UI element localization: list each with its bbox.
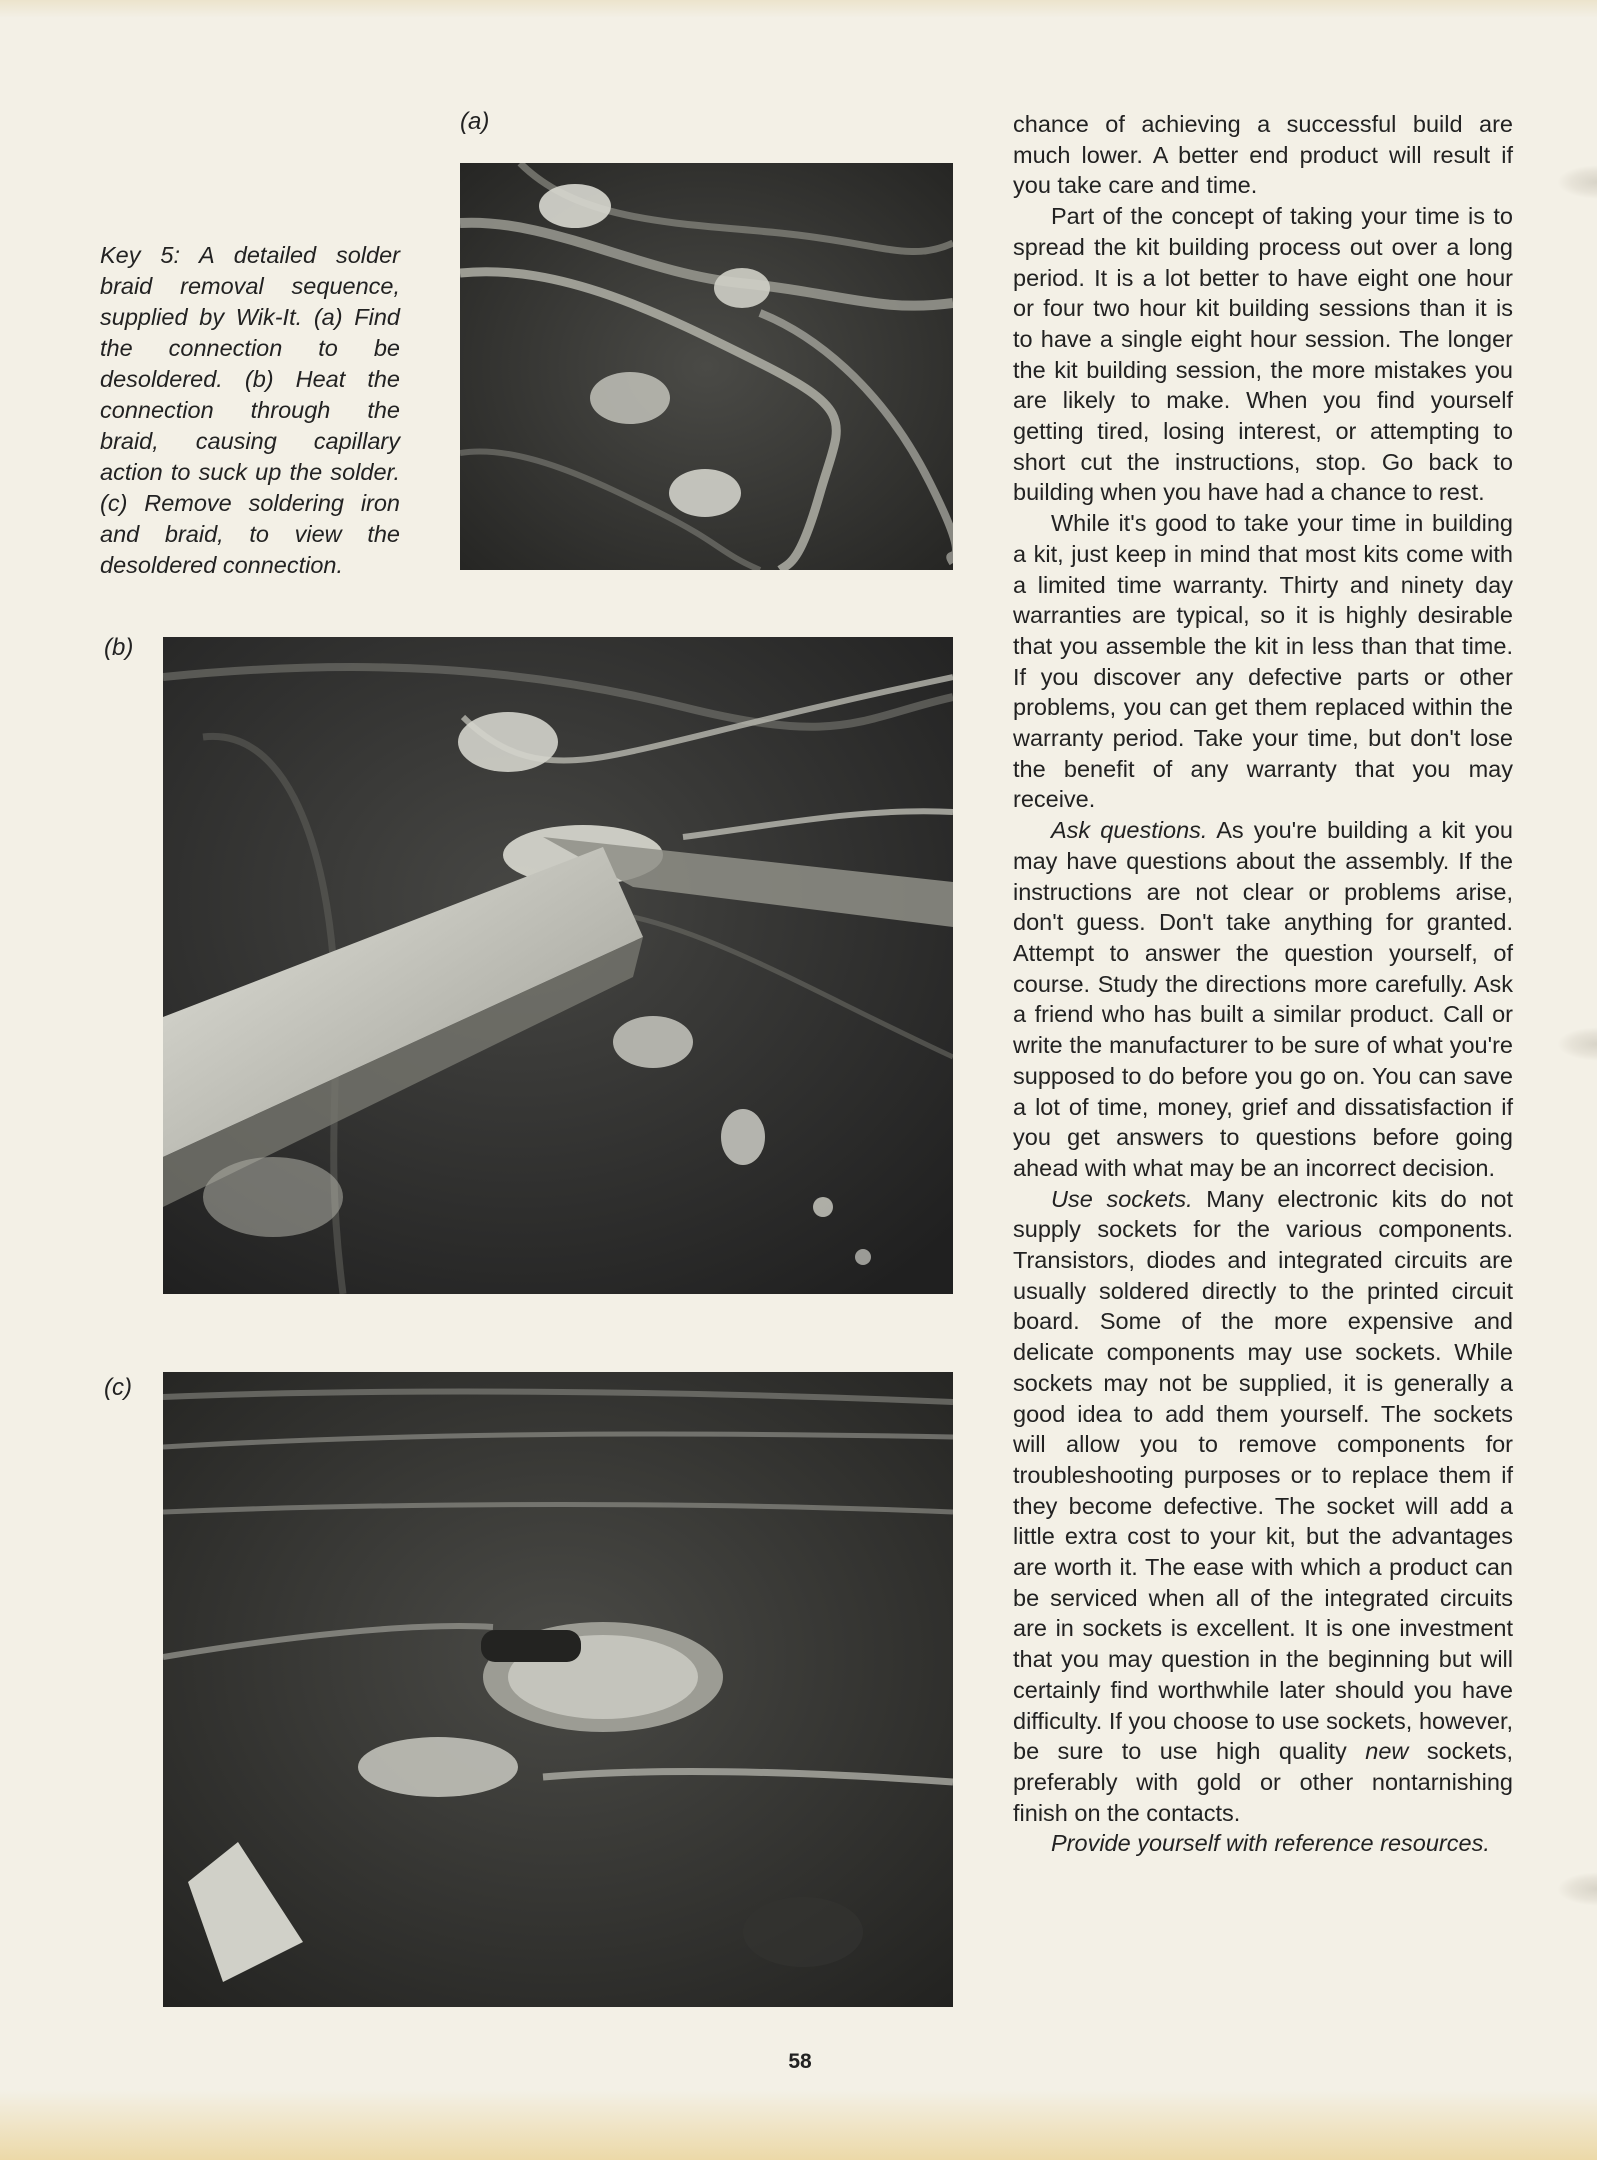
photo-a: [460, 163, 953, 570]
paragraph: While it's good to take your time in building a kit, just keep in mind that most kits come with a limited time warranty. Thirty and ninety day warranties are typical, so it is highly desirable that you assemble the kit in less than that time. If you discover any defective parts or other problems, you can get them replaced within the warranty period. Take your time, but don't lose the benefit of any warranty that you may receive.: [1013, 510, 1513, 813]
paragraph-text: sockets, preferably with gold or other nontarnishing finish on the contacts.: [1013, 1738, 1514, 1826]
figure-caption: Key 5: A detailed solder braid removal sequence, supplied by Wik-It. (a) Find the connection to be desoldered. (b) Heat the connection through the braid, causing capillary action to suck up the solder. (c) Remove soldering iron and braid, to view the desoldered connection.: [100, 242, 400, 578]
figure-label-c: (c): [104, 1374, 132, 1401]
paragraph: [1013, 1828, 1513, 1859]
paragraph: [1013, 815, 1513, 1183]
figure-label-b: (b): [104, 634, 134, 661]
punch-hole: [1557, 1027, 1597, 1061]
paragraph-text: Many electronic kits do not supply sockets for the various components. Transistors, diodes and integrated circuits are usually soldered directly to the printed circuit board. Some of the more expensive and delicate components may use sockets. While sockets may not be supplied, it is generally a good idea to add them yourself. The sockets will allow you to remove components for troubleshooting purposes or to replace them if they become defective. The socket will add a little extra cost to your kit, but the advantages are worth it. The ease with which a product can be serviced when all of the integrated circuits are in sockets is excellent. It is one investment that you may question in the beginning but will certainly find worthwhile later should you have difficulty. If you choose to use sockets, however, be sure to use high quality: [1013, 1185, 1513, 1765]
page-edge-top: [0, 0, 1597, 18]
photo-b: [163, 637, 953, 1294]
paragraph: chance of achieving a successful build are much lower. A better end product will result if you take care and time.: [1013, 111, 1513, 199]
page-number: 58: [788, 2050, 812, 2073]
emphasis-new: new: [1365, 1738, 1409, 1765]
section-heading-reference-resources: Provide yourself with reference resources.: [1051, 1830, 1490, 1857]
page-edge-bottom: [0, 2090, 1597, 2160]
punch-hole: [1557, 165, 1597, 199]
paragraph: [1013, 1184, 1513, 1829]
paragraph: Part of the concept of taking your time is to spread the kit building process out over a long period. It is a lot better to have eight one hour or four two hour kit building sessions than it is to have a single eight hour session. The longer the kit building session, the more mistakes you are likely to make. When you find yourself getting tired, losing interest, or attempting to short cut the instructions, stop. Go back to building when you have had a chance to rest.: [1013, 203, 1513, 506]
section-heading-ask-questions: Ask questions.: [1051, 817, 1208, 844]
photo-c: [163, 1372, 953, 2007]
punch-hole: [1557, 1872, 1597, 1906]
section-heading-use-sockets: Use sockets.: [1051, 1185, 1193, 1212]
body-text: [1013, 109, 1513, 1859]
figure-label-a: (a): [460, 108, 490, 135]
paragraph-text: As you're building a kit you may have questions about the assembly. If the instructions are not clear or problems arise, don't guess. Don't take anything for granted. Attempt to answer the question yourself, of course. Study the directions more carefully. Ask a friend who has built a similar product. Call or write the manufacturer to be sure of what you're supposed to do before you go on. You can save a lot of time, money, grief and dissatisfaction if you get answers to questions before going ahead with what may be an incorrect decision.: [1013, 817, 1513, 1181]
